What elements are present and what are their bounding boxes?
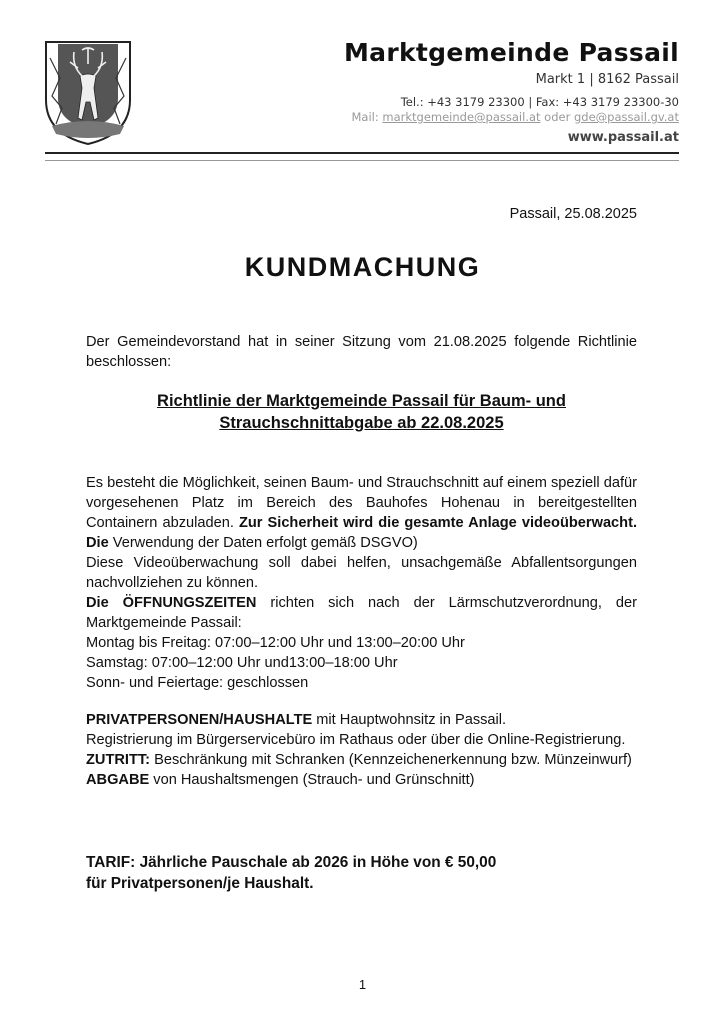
hours-weekdays: Montag bis Freitag: 07:00–12:00 Uhr und 13:00–20:00 Uhr [86, 635, 465, 651]
video-surveillance-note: Zur Sicherheit wird die gesamte Anlage videoüberwacht. Die [86, 515, 637, 551]
tariff-line-1: TARIF: Jährliche Pauschale ab 2026 in Höhe von € 50,00 [86, 854, 497, 871]
hours-lead-rest: richten sich nach der Lärmschutzverordnung, der Marktgemeinde Passail: [86, 595, 637, 631]
tariff-note [86, 852, 637, 894]
description-paragraph [86, 473, 637, 593]
document-date: Passail, 25.08.2025 [509, 206, 637, 222]
hours-sunday: Sonn- und Feiertage: geschlossen [86, 675, 309, 691]
private-who-bold: PRIVATPERSONEN/HAUSHALTE [86, 712, 313, 728]
regulation-title-line-1: Richtlinie der Marktgemeinde Passail für Baum- und [157, 392, 566, 410]
hours-saturday: Samstag: 07:00–12:00 Uhr und13:00–18:00 Uhr [86, 655, 398, 671]
regulation-title [86, 390, 637, 434]
opening-hours [86, 593, 637, 693]
drop-rest: von Haushaltsmengen (Strauch- und Grünschnitt) [149, 772, 475, 788]
header-divider-thin [45, 160, 679, 161]
regulation-title-line-2: Strauchschnittabgabe ab 22.08.2025 [219, 414, 504, 432]
phone-fax: Tel.: +43 3179 23300 | Fax: +43 3179 23300-30 [400, 95, 679, 109]
email-link-2[interactable]: gde@passail.gv.at [573, 110, 679, 124]
access-rest: Beschränkung mit Schranken (Kennzeichenerkennung bzw. Münzeinwurf) [150, 752, 632, 768]
description-end: Verwendung der Daten erfolgt gemäß DSGVO) [108, 535, 418, 551]
municipality-name: Marktgemeinde Passail [343, 38, 679, 67]
intro-paragraph: Der Gemeindevorstand hat in seiner Sitzung vom 21.08.2025 folgende Richtlinie beschlossen: [86, 334, 637, 370]
drop-bold: ABGABE [86, 772, 150, 788]
hours-lead-bold: Die ÖFFNUNGSZEITEN [86, 595, 257, 611]
website-link[interactable]: www.passail.at [567, 130, 679, 145]
access-bold: ZUTRITT: [86, 752, 151, 768]
tariff-line-2: für Privatpersonen/je Haushalt. [86, 875, 314, 892]
registration-info: Registrierung im Bürgerservicebüro im Rathaus oder über die Online-Registrierung. [86, 732, 626, 748]
private-who-rest: mit Hauptwohnsitz in Passail. [312, 712, 507, 728]
coat-of-arms-icon [42, 38, 134, 146]
page-title: KUNDMACHUNG [244, 252, 481, 282]
mail-label: Mail: [351, 110, 379, 124]
address: Markt 1 | 8162 Passail [535, 72, 679, 87]
email-link-1[interactable]: marktgemeinde@passail.at [382, 110, 541, 124]
page-number: 1 [358, 977, 367, 992]
mail-join: oder [544, 110, 571, 124]
private-persons-section [86, 710, 637, 790]
video-purpose: Diese Videoüberwachung soll dabei helfen, unsachgemäße Abfallentsorgungen nachvollziehen zu können. [86, 555, 637, 591]
mail-line [351, 110, 679, 124]
header-divider [45, 152, 679, 154]
description-start: Es besteht die Möglichkeit, seinen Baum- und Strauchschnitt auf einem speziell dafür vorgesehenen Platz im Bereich des Bauhofes Hohenau in bereitgestellten Containern abzuladen. [86, 475, 637, 531]
